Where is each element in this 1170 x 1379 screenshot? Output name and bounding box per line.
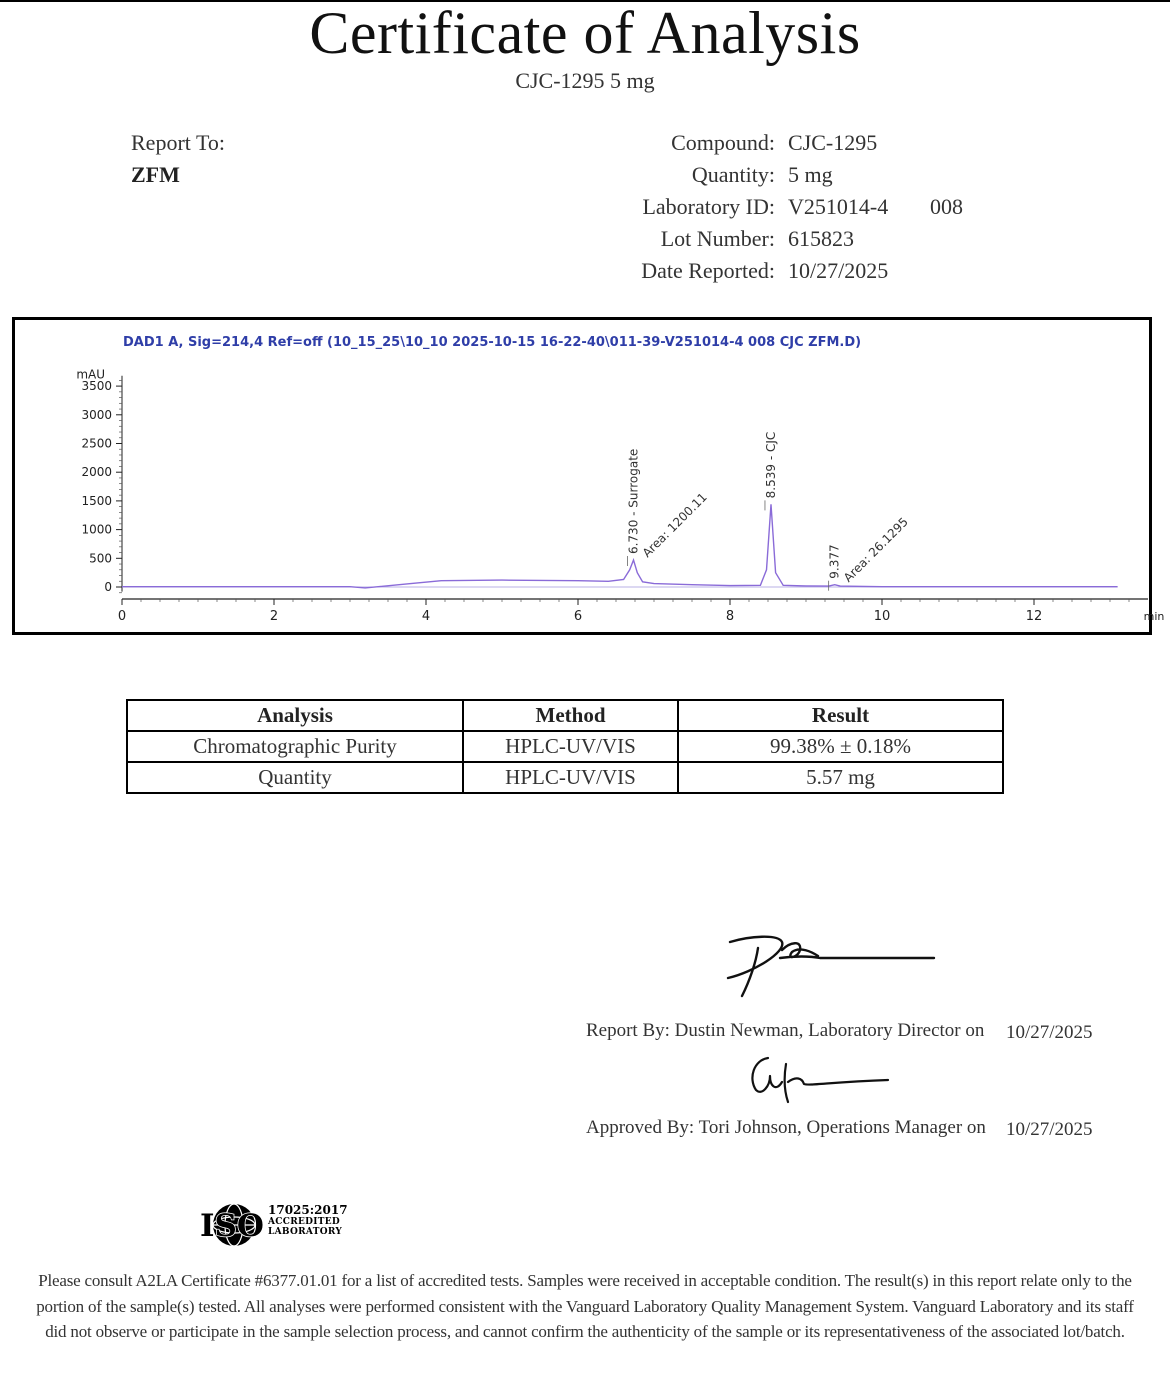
info-value: CJC-1295 <box>788 130 878 155</box>
x-tick-label: 12 <box>1025 609 1043 624</box>
table-cell: HPLC-UV/VIS <box>463 731 678 762</box>
peak-area-label: Area: 26.1295 <box>840 514 911 585</box>
y-tick-label: 1000 <box>81 522 112 537</box>
report-to-label: Report To: <box>131 130 225 155</box>
page-title: Certificate of Analysis <box>309 0 861 66</box>
y-tick-label: 2500 <box>81 436 112 451</box>
sample-info <box>560 130 980 290</box>
info-label: Lot Number: <box>660 226 775 251</box>
x-tick-label: 0 <box>117 609 127 624</box>
info-value: V251014-4 <box>788 194 889 219</box>
chromatogram-trace <box>122 504 1118 588</box>
x-axis-label: min <box>1143 610 1165 623</box>
x-tick-label: 4 <box>421 609 431 624</box>
page-subtitle: CJC-1295 5 mg <box>515 68 655 93</box>
iso-laboratory: LABORATORY <box>268 1227 343 1237</box>
report-to-value: ZFM <box>131 162 180 187</box>
table-cell: 99.38% ± 0.18% <box>678 731 1003 762</box>
chromatogram <box>15 320 1165 632</box>
info-row-date-reported <box>560 258 980 290</box>
peak-label: 9.377 <box>827 544 842 579</box>
x-tick-label: 8 <box>725 609 735 624</box>
info-label: Date Reported: <box>641 258 775 283</box>
peak-area-label: Area: 1200.11 <box>639 490 710 561</box>
iso-text-block <box>268 1204 348 1237</box>
y-tick-label: 2000 <box>81 465 112 480</box>
table-row <box>127 731 1003 762</box>
table-row <box>127 762 1003 793</box>
y-tick-label: 3000 <box>81 407 112 422</box>
chromatogram-panel <box>12 317 1165 635</box>
approved-by-date: 10/27/2025 <box>1006 1119 1093 1140</box>
results-table <box>126 699 1004 794</box>
info-label: Laboratory ID: <box>642 194 775 219</box>
director-signature <box>720 928 940 1000</box>
table-cell: 5.57 mg <box>678 762 1003 793</box>
info-value: 615823 <box>788 226 854 251</box>
approved-by-line: Approved By: Tori Johnson, Operations Manager on <box>586 1117 986 1138</box>
column-header-analysis: Analysis <box>127 700 463 731</box>
report-by-line: Report By: Dustin Newman, Laboratory Director on <box>586 1020 985 1041</box>
info-value: 10/27/2025 <box>788 258 889 283</box>
y-tick-label: 500 <box>89 551 112 566</box>
table-cell: HPLC-UV/VIS <box>463 762 678 793</box>
peak-label: 8.539 - CJC <box>763 431 778 499</box>
column-header-result: Result <box>678 700 1003 731</box>
report-by-date: 10/27/2025 <box>1006 1022 1093 1043</box>
info-row-lot-number <box>560 226 980 258</box>
iso-accreditation-mark <box>200 1198 360 1254</box>
table-cell: Chromatographic Purity <box>127 731 463 762</box>
x-tick-label: 2 <box>269 609 279 624</box>
y-tick-label: 1500 <box>81 493 112 508</box>
info-value: 5 mg <box>788 162 833 187</box>
iso-logo-icon <box>200 1200 264 1250</box>
iso-logo-text: ISO <box>200 1208 264 1244</box>
info-row-compound <box>560 130 980 162</box>
x-tick-label: 10 <box>873 609 891 624</box>
y-tick-label: 3500 <box>81 379 112 394</box>
approver-signature <box>740 1052 900 1104</box>
y-tick-label: 0 <box>104 580 112 594</box>
table-header-row <box>127 700 1003 731</box>
iso-standard: 17025:2017 <box>268 1203 348 1217</box>
x-tick-label: 6 <box>573 609 583 624</box>
disclaimer-text: Please consult A2LA Certificate #6377.01.01 for a list of accredited tests. Samples were received in acceptable condition. The result(s) in this report relate only to the portion of the sample(s) tested. All analyses were performed consistent with the Vanguard Laboratory Quality Management System. Vanguard Laboratory and its staff did not observe or participate in the sample selection process, and cannot confirm the authenticity of the sample or its representativeness of the associated lot/batch. <box>36 1271 1134 1341</box>
info-row-laboratory-id <box>560 194 980 226</box>
info-row-quantity <box>560 162 980 194</box>
table-cell: Quantity <box>127 762 463 793</box>
peak-label: 6.730 - Surrogate <box>626 448 641 555</box>
info-label: Quantity: <box>691 162 775 187</box>
iso-accredited: ACCREDITED <box>268 1217 341 1227</box>
column-header-method: Method <box>463 700 678 731</box>
info-extra: 008 <box>930 194 963 219</box>
y-axis-label: mAU <box>76 367 105 382</box>
info-label: Compound: <box>671 130 775 155</box>
chart-title: DAD1 A, Sig=214,4 Ref=off (10_15_25\10_10 2025-10-15 16-22-40\011-39-V251014-4 008 CJC ZFM.D) <box>123 335 862 350</box>
